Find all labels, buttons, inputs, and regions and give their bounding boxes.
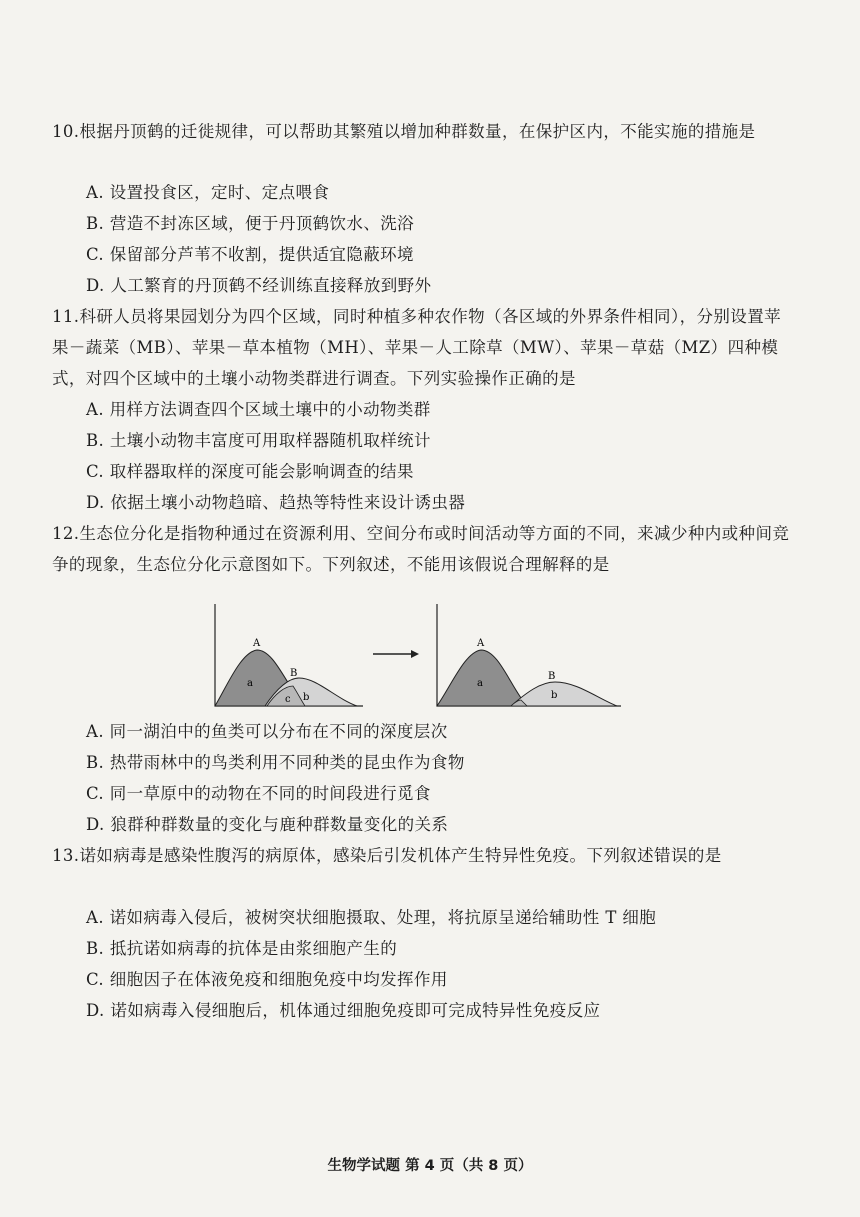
question-text: 科研人员将果园划分为四个区域，同时种植多种农作物（各区域的外界条件相同），分别设置苹果－蔬菜（MB）、苹果－草本植物（MH）、苹果－人工除草（MW）、苹果－草菇（MZ）四种模式，对四个区域中的土壤小动物类群进行调查。下列实验操作正确的是 — [52, 307, 782, 388]
q12-option-d: D. 狼群种群数量的变化与鹿种群数量变化的关系 — [86, 815, 449, 834]
question-number: 12. — [52, 524, 80, 543]
label-a-right: a — [477, 678, 483, 689]
q10-option-c: C. 保留部分芦苇不收割，提供适宜隐蔽环境 — [86, 245, 414, 264]
question-number: 10. — [52, 122, 80, 141]
arrow-icon — [373, 650, 419, 658]
question-number: 13. — [52, 846, 80, 865]
question-text: 诺如病毒是感染性腹泻的病原体，感染后引发机体产生特异性免疫。下列叙述错误的是 — [79, 846, 722, 865]
label-B-left: B — [290, 668, 298, 679]
left-panel — [215, 604, 363, 706]
page-footer: 生物学试题 第 4 页（共 8 页） — [327, 1158, 533, 1174]
question-11-stem — [52, 301, 792, 394]
label-b-right: b — [551, 690, 558, 701]
q11-option-d: D. 依据土壤小动物趋暗、趋热等特性来设计诱虫器 — [86, 493, 466, 512]
question-13-stem — [52, 840, 792, 871]
label-b-left: b — [303, 692, 310, 703]
question-12-stem — [52, 518, 792, 580]
q13-option-d: D. 诺如病毒入侵细胞后，机体通过细胞免疫即可完成特异性免疫反应 — [86, 1001, 601, 1020]
q12-option-b: B. 热带雨林中的鸟类利用不同种类的昆虫作为食物 — [86, 753, 465, 772]
question-10-stem — [52, 116, 792, 147]
q12-option-c: C. 同一草原中的动物在不同的时间段进行觅食 — [86, 784, 431, 803]
label-A-right: A — [477, 638, 485, 649]
right-panel — [437, 604, 621, 706]
label-c-left: c — [285, 694, 291, 705]
q10-option-a: A. 设置投食区，定时、定点喂食 — [86, 183, 330, 202]
label-B-right: B — [548, 671, 556, 682]
curve-b-right — [511, 682, 617, 706]
q12-option-a: A. 同一湖泊中的鱼类可以分布在不同的深度层次 — [86, 722, 448, 741]
q10-option-d: D. 人工繁育的丹顶鹤不经训练直接释放到野外 — [86, 276, 432, 295]
q10-option-b: B. 营造不封冻区域，便于丹顶鹤饮水、洗浴 — [86, 214, 415, 233]
q13-option-c: C. 细胞因子在体液免疫和细胞免疫中均发挥作用 — [86, 970, 448, 989]
q11-option-c: C. 取样器取样的深度可能会影响调查的结果 — [86, 462, 414, 481]
q11-option-b: B. 土壤小动物丰富度可用取样器随机取样统计 — [86, 431, 431, 450]
niche-differentiation-figure — [205, 600, 625, 712]
question-text: 生态位分化是指物种通过在资源利用、空间分布或时间活动等方面的不同，来减少种内或种间竞争的现象，生态位分化示意图如下。下列叙述，不能用该假说合理解释的是 — [52, 524, 790, 574]
q13-option-b: B. 抵抗诺如病毒的抗体是由浆细胞产生的 — [86, 939, 398, 958]
question-text: 根据丹顶鹤的迁徙规律，可以帮助其繁殖以增加种群数量，在保护区内，不能实施的措施是 — [79, 122, 756, 141]
q13-option-a: A. 诺如病毒入侵后，被树突状细胞摄取、处理，将抗原呈递给辅助性 T 细胞 — [86, 908, 657, 927]
label-A-left: A — [253, 638, 261, 649]
label-a-left: a — [247, 678, 253, 689]
q11-option-a: A. 用样方法调查四个区域土壤中的小动物类群 — [86, 400, 431, 419]
question-number: 11. — [52, 307, 80, 326]
